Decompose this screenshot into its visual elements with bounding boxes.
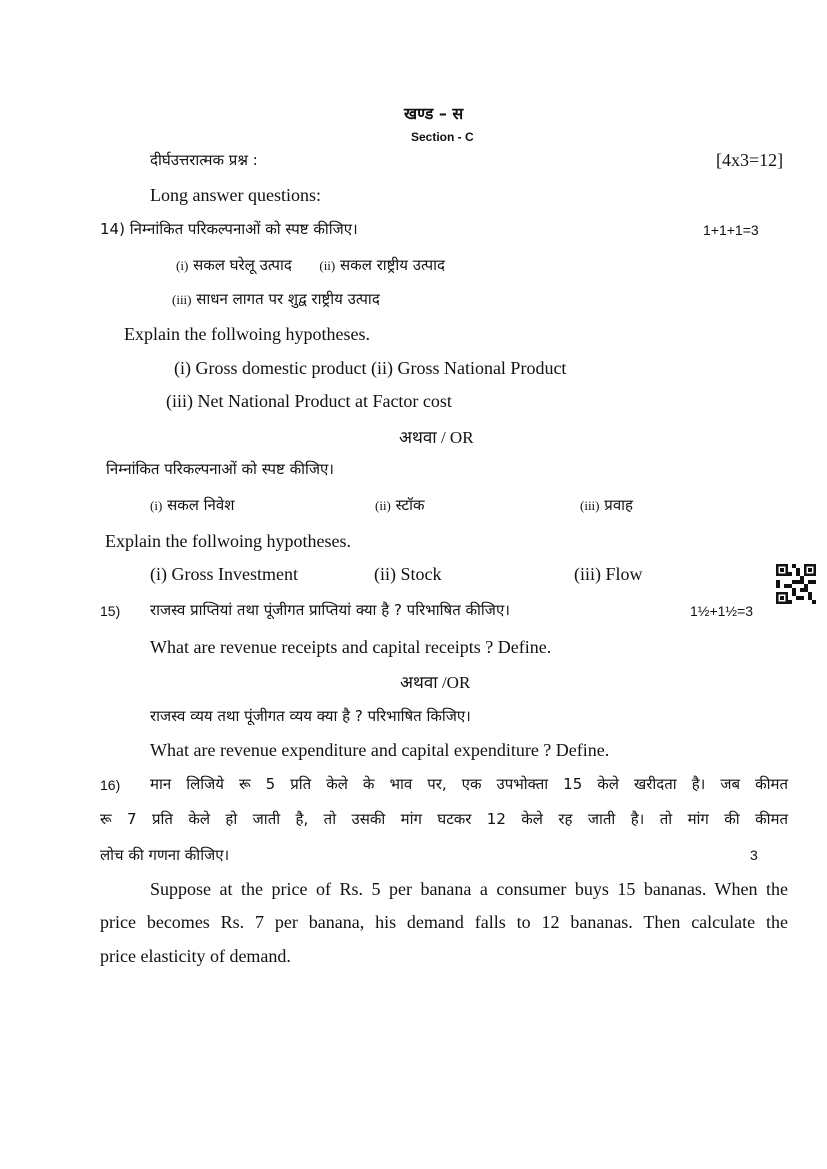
q15-number: 15) <box>100 603 121 619</box>
q14-options-hindi-line1 <box>176 255 445 275</box>
q14-options-english-line2: (iii) Net National Product at Factor cost <box>166 391 452 411</box>
q14-opt3-number: (iii) <box>172 292 192 307</box>
q14-opt3-hindi: साधन लागत पर शुद्व राष्ट्रीय उत्पाद <box>196 290 380 308</box>
q14-alt-question-english: Explain the follwoing hypotheses. <box>105 531 351 551</box>
q15-alt-question-hindi: राजस्व व्यय तथा पूंजीगत व्यय क्या है ? परिभाषित किजिए। <box>150 707 471 725</box>
q16-hindi-line3: लोच की गणना कीजिए। <box>100 846 230 864</box>
q16-hindi-line1: मान लिजिये रू 5 प्रति केले के भाव पर, एक उपभोक्ता 15 केले खरीदता है। जब कीमत <box>150 775 788 793</box>
q14-opt2-number: (ii) <box>319 258 336 273</box>
q14-question-english: Explain the follwoing hypotheses. <box>124 324 370 344</box>
q14-alt-opt1-english: (i) Gross Investment <box>150 564 298 584</box>
q14-question-hindi <box>100 219 358 239</box>
q14-alt-opt2-english: (ii) Stock <box>374 564 442 584</box>
qr-code-icon <box>776 564 816 604</box>
q16-number: 16) <box>100 777 121 793</box>
q14-alt-question-hindi: निम्नांकित परिकल्पनाओं को स्पष्ट कीजिए। <box>106 460 334 478</box>
q14-alt-opt1-hindi <box>150 495 234 515</box>
q14-alt-opt3-english: (iii) Flow <box>574 564 643 584</box>
total-marks: [4x3=12] <box>716 150 784 170</box>
q14-alt-opt2-hindi <box>375 495 424 515</box>
section-title-english: Section - C <box>411 130 474 144</box>
q16-marks: 3 <box>750 847 758 863</box>
q14-text-hindi: निम्नांकित परिकल्पनाओं को स्पष्ट कीजिए। <box>129 220 358 238</box>
q14-options-hindi-line2 <box>172 289 380 309</box>
q14-opt1-number: (i) <box>176 258 189 273</box>
q16-hindi-line2: रू 7 प्रति केले हो जाती है, तो उसकी मांग घटकर 12 केले रह जाती है। तो मांग की कीमत <box>100 810 788 828</box>
q14-marks: 1+1+1=3 <box>703 222 759 238</box>
q14-opt1-hindi: सकल घरेलू उत्पाद <box>193 256 292 274</box>
q14-alt-opt1-number: (i) <box>150 498 163 513</box>
q15-question-english: What are revenue receipts and capital receipts ? Define. <box>150 637 552 657</box>
q14-alt-opt2-text: स्टॉक <box>395 496 425 514</box>
q14-opt2-hindi: सकल राष्ट्रीय उत्पाद <box>340 256 445 274</box>
q16-english-line2: price becomes Rs. 7 per banana, his demand falls to 12 bananas. Then calculate the <box>100 912 788 932</box>
q14-or-label: अथवा / OR <box>399 428 474 447</box>
section-title-hindi: खण्ड – स <box>404 104 464 123</box>
q15-marks: 1½+1½=3 <box>690 603 754 619</box>
q14-alt-opt3-hindi <box>580 495 633 515</box>
q14-alt-opt1-text: सकल निवेश <box>167 496 235 514</box>
q14-alt-opt3-text: प्रवाह <box>604 496 634 514</box>
q16-english-line1: Suppose at the price of Rs. 5 per banana a consumer buys 15 bananas. When the <box>150 879 788 899</box>
instruction-english: Long answer questions: <box>150 185 321 205</box>
q14-number: 14) <box>100 220 125 238</box>
q14-alt-opt3-number: (iii) <box>580 498 600 513</box>
q14-alt-opt2-number: (ii) <box>375 498 391 513</box>
q15-alt-question-english: What are revenue expenditure and capital expenditure ? Define. <box>150 740 610 760</box>
q15-or-label: अथवा /OR <box>400 673 471 692</box>
instruction-hindi: दीर्घउत्तरात्मक प्रश्न : <box>150 151 258 169</box>
q15-question-hindi: राजस्व प्राप्तियां तथा पूंजीगत प्राप्तियां क्या है ? परिभाषित कीजिए। <box>150 601 510 619</box>
q14-options-english-line1: (i) Gross domestic product (ii) Gross National Product <box>174 358 567 378</box>
q16-english-line3: price elasticity of demand. <box>100 946 291 966</box>
